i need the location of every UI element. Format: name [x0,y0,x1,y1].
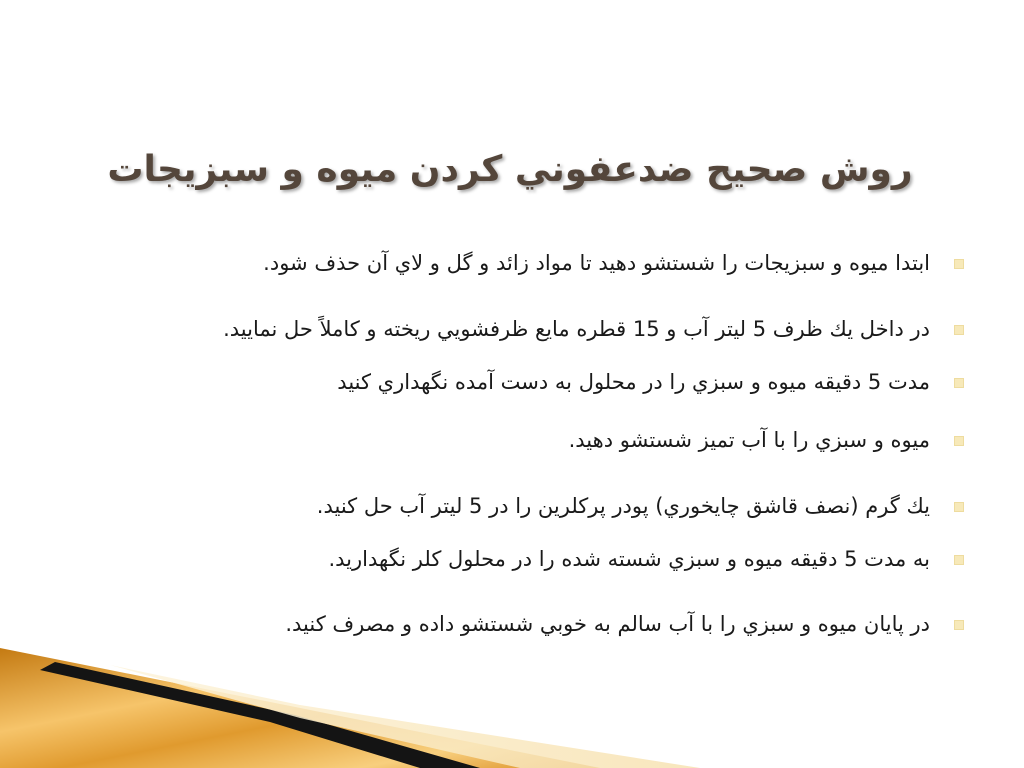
bullet-list [76,0,964,768]
bullet-square-icon [954,555,964,565]
bullet-text: ميوه و سبزي را با آب تميز شستشو دهيد. [568,428,930,452]
bullet-text: ابتدا ميوه و سبزيجات را شستشو دهيد تا مواد زائد و گل و لاي آن حذف شود. [263,251,930,275]
bullet-item [76,424,964,457]
bullet-text: در پايان ميوه و سبزي را با آب سالم به خوبي شستشو داده و مصرف كنيد. [285,612,930,636]
bullet-square-icon [954,436,964,446]
bullet-item [76,490,964,523]
bullet-square-icon [954,259,964,269]
bullet-item [76,247,964,280]
bullet-item [76,608,964,641]
bullet-item [76,543,964,576]
bullet-text: در داخل يك ظرف 5 ليتر آب و 15 قطره مايع ظرفشويي ريخته و كاملاً حل نماييد. [223,317,930,341]
bullet-square-icon [954,378,964,388]
bullet-square-icon [954,502,964,512]
bullet-item [76,313,964,346]
bullet-square-icon [954,620,964,630]
bullet-text: يك گرم (نصف قاشق چايخوري) پودر پركلرين را در 5 ليتر آب حل كنيد. [316,494,930,518]
bullet-text: مدت 5 دقيقه ميوه و سبزي را در محلول به دست آمده نگهداري كنيد [337,370,930,394]
bullet-text: به مدت 5 دقيقه ميوه و سبزي شسته شده را در محلول كلر نگهداريد. [328,547,930,571]
bullet-item [76,366,964,399]
slide-title: روش صحيح ضدعفوني كردن ميوه و سبزيجات [107,149,913,190]
bullet-square-icon [954,325,964,335]
